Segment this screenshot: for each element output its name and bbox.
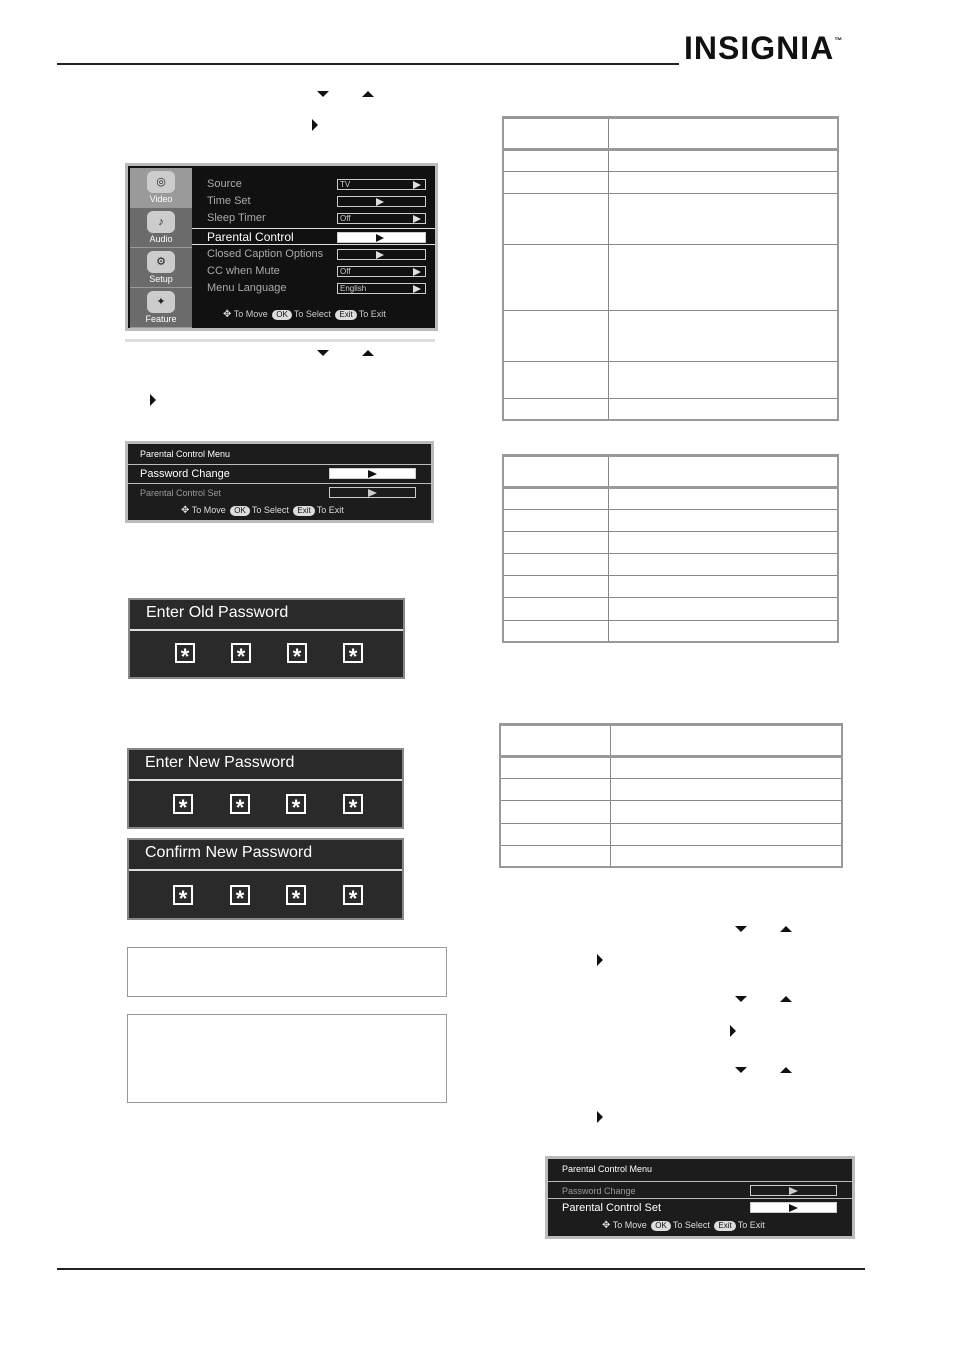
- password-digit-3[interactable]: *: [286, 794, 306, 814]
- down-arrow-icon: [735, 926, 747, 932]
- up-arrow-icon: [362, 350, 374, 356]
- play-arrow-icon: [789, 1187, 798, 1195]
- password-digit-2[interactable]: *: [230, 885, 250, 905]
- right-arrow-icon: [730, 1025, 736, 1037]
- feature-icon: ✦: [147, 291, 175, 313]
- move-cross-icon: ✥: [602, 1220, 611, 1231]
- menu-item-time-set[interactable]: Time Set: [204, 193, 434, 210]
- menu-title: Parental Control Menu: [562, 1164, 653, 1174]
- video-icon: ◎: [147, 171, 175, 193]
- brand-logo: INSIGNIA™: [684, 30, 844, 66]
- menu-footer-hints: ✥ To Move OK To Select Exit To Exit: [223, 309, 386, 320]
- play-arrow-icon: [368, 489, 377, 497]
- tv-main-menu: [125, 163, 438, 331]
- note-box: [127, 947, 447, 997]
- enter-old-password-dialog: [128, 598, 405, 679]
- ok-key-icon: OK: [272, 310, 292, 320]
- footer-rule: [57, 1268, 865, 1270]
- exit-key-icon: Exit: [293, 506, 314, 516]
- up-arrow-icon: [780, 1067, 792, 1073]
- exit-key-icon: Exit: [335, 310, 356, 320]
- menu-item-cc-when-mute[interactable]: CC when Mute Off: [204, 263, 434, 280]
- password-digit-4[interactable]: *: [343, 885, 363, 905]
- down-arrow-icon: [735, 996, 747, 1002]
- menu-item-source[interactable]: Source TV: [204, 176, 434, 193]
- down-arrow-icon: [317, 350, 329, 356]
- play-arrow-icon: [413, 285, 421, 293]
- parental-control-menu: [125, 441, 434, 523]
- menu-category-sidebar: [130, 168, 192, 328]
- move-cross-icon: ✥: [181, 505, 190, 516]
- right-arrow-icon: [597, 954, 603, 966]
- caution-box: [127, 1014, 447, 1103]
- play-arrow-icon: [413, 215, 421, 223]
- right-arrow-icon: [597, 1111, 603, 1123]
- password-digit-1[interactable]: *: [173, 885, 193, 905]
- option-password-change[interactable]: Password Change: [128, 464, 431, 482]
- category-setup[interactable]: ⚙ Setup: [130, 248, 192, 288]
- up-arrow-icon: [780, 926, 792, 932]
- down-arrow-icon: [317, 91, 329, 97]
- play-arrow-icon: [413, 181, 421, 189]
- play-arrow-icon: [789, 1204, 798, 1212]
- right-arrow-icon: [150, 394, 156, 406]
- option-password-change[interactable]: Password Change: [548, 1181, 852, 1199]
- password-digit-4[interactable]: *: [343, 794, 363, 814]
- parental-control-menu: [545, 1156, 855, 1239]
- audio-icon: ♪: [147, 211, 175, 233]
- password-digit-4[interactable]: *: [343, 643, 363, 663]
- rating-table-3: [499, 723, 843, 868]
- divider: [125, 339, 435, 342]
- setup-icon: ⚙: [147, 251, 175, 273]
- option-parental-control-set[interactable]: Parental Control Set: [548, 1198, 852, 1216]
- confirm-new-password-dialog: [127, 838, 404, 920]
- up-arrow-icon: [780, 996, 792, 1002]
- menu-item-parental-control[interactable]: Parental Control: [192, 228, 435, 245]
- password-digit-2[interactable]: *: [231, 643, 251, 663]
- password-digit-1[interactable]: *: [173, 794, 193, 814]
- down-arrow-icon: [735, 1067, 747, 1073]
- menu-footer-hints: ✥ To Move OK To Select Exit To Exit: [181, 505, 344, 516]
- category-video[interactable]: ◎ Video: [130, 168, 192, 208]
- move-cross-icon: ✥: [223, 309, 232, 320]
- header-rule: [57, 63, 679, 65]
- password-digit-1[interactable]: *: [175, 643, 195, 663]
- enter-new-password-dialog: [127, 748, 404, 829]
- dialog-title: Enter New Password: [145, 754, 295, 771]
- play-arrow-icon: [376, 198, 384, 206]
- menu-item-menu-language[interactable]: Menu Language English: [204, 280, 434, 297]
- rating-table-1: [502, 116, 839, 421]
- rating-table-2: [502, 454, 839, 643]
- ok-key-icon: OK: [651, 1221, 671, 1231]
- dialog-title: Enter Old Password: [146, 604, 289, 621]
- password-digit-3[interactable]: *: [287, 643, 307, 663]
- menu-item-sleep-timer[interactable]: Sleep Timer Off: [204, 210, 434, 227]
- exit-key-icon: Exit: [714, 1221, 735, 1231]
- ok-key-icon: OK: [230, 506, 250, 516]
- play-arrow-icon: [368, 470, 377, 478]
- category-audio[interactable]: ♪ Audio: [130, 208, 192, 248]
- right-arrow-icon: [312, 119, 318, 131]
- category-feature[interactable]: ✦ Feature: [130, 288, 192, 328]
- menu-item-closed-caption-options[interactable]: Closed Caption Options: [204, 246, 434, 263]
- password-digit-3[interactable]: *: [286, 885, 306, 905]
- play-arrow-icon: [376, 251, 384, 259]
- password-digit-2[interactable]: *: [230, 794, 250, 814]
- option-parental-control-set[interactable]: Parental Control Set: [128, 483, 431, 501]
- play-arrow-icon: [376, 234, 384, 242]
- up-arrow-icon: [362, 91, 374, 97]
- menu-title: Parental Control Menu: [140, 449, 231, 459]
- dialog-title: Confirm New Password: [145, 844, 313, 861]
- play-arrow-icon: [413, 268, 421, 276]
- menu-footer-hints: ✥ To Move OK To Select Exit To Exit: [602, 1220, 765, 1231]
